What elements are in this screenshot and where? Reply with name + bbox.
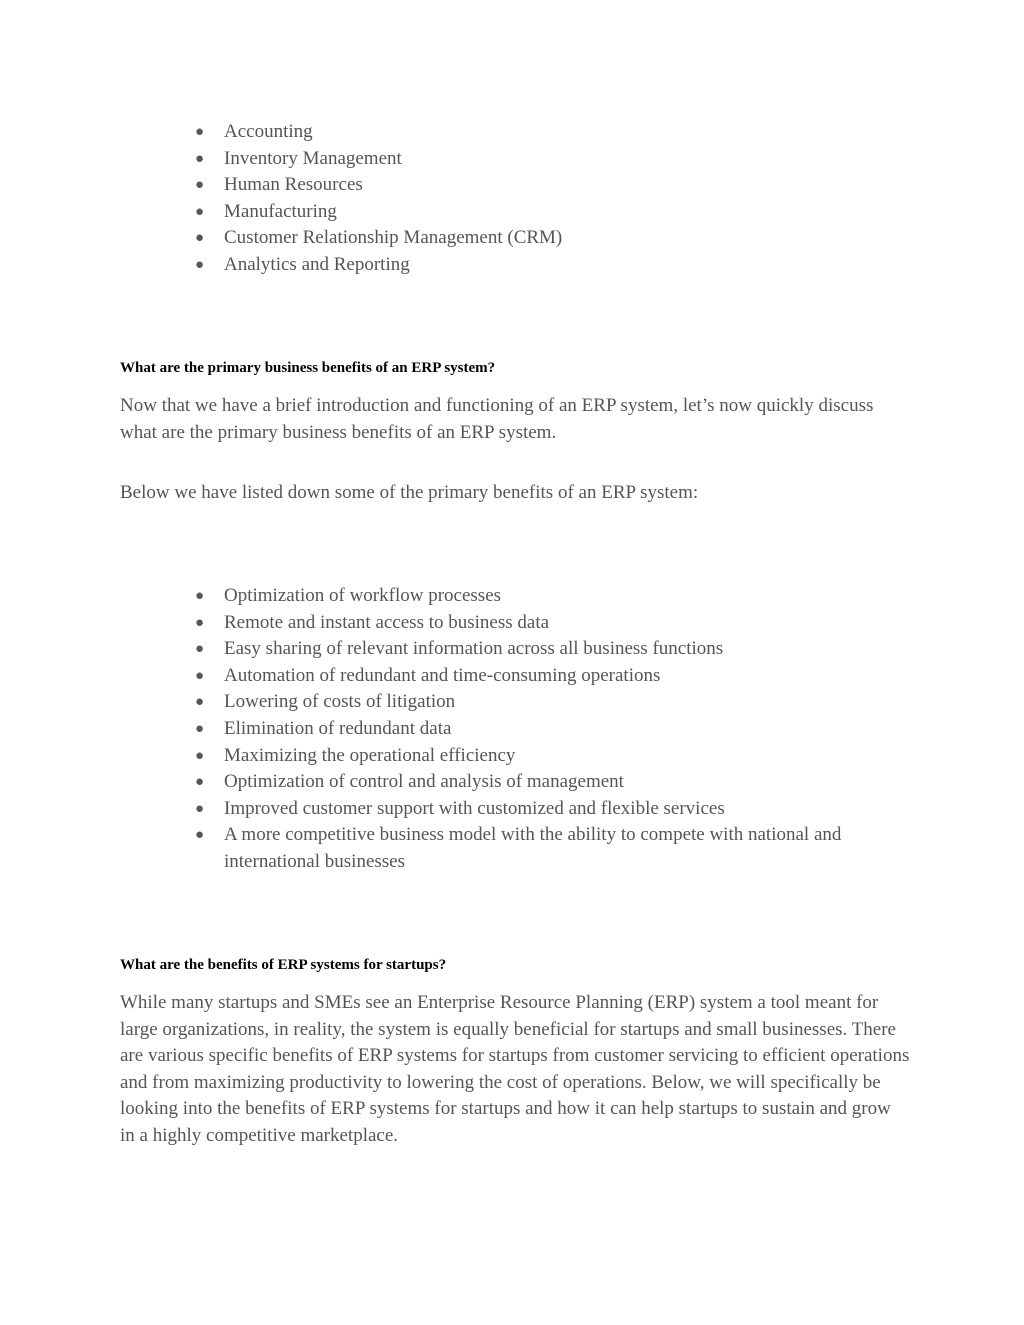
bullet-icon: ● xyxy=(195,203,205,220)
list-item-text: Improved customer support with customized and flexible services xyxy=(224,797,725,819)
bullet-icon: ● xyxy=(195,800,205,817)
bullet-icon: ● xyxy=(195,124,205,140)
list-item-text: Optimization of workflow processes xyxy=(224,585,502,606)
list-item-text: Remote and instant access to business data xyxy=(224,611,550,633)
list-item-text: Automation of redundant and time-consuming operations xyxy=(224,664,661,686)
bullet-icon: ● xyxy=(195,774,205,791)
list-item-text: Inventory Management xyxy=(224,147,402,169)
list-item xyxy=(195,583,915,610)
list-item xyxy=(195,119,915,146)
bullet-icon: ● xyxy=(195,256,205,273)
bullet-icon: ● xyxy=(195,641,205,658)
startups-body-paragraph: While many startups and SMEs see an Enterprise Resource Planning (ERP) system a tool meant for large organizations, in reality, the system is equally beneficial for startups and small businesses. There are various specific benefits of ERP systems for startups from customer servicing to efficient operations and from maximizing productivity to lowering the cost of operations. Below, we will specifically be looking into the benefits of ERP systems for startups and how it can help startups to sustain and grow in a highly competitive marketplace. xyxy=(120,992,910,1146)
section-heading-startups: What are the benefits of ERP systems for startups? xyxy=(120,957,447,973)
list-item xyxy=(195,172,915,199)
list-item-text: Optimization of control and analysis of management xyxy=(224,771,624,793)
list-item xyxy=(195,716,915,743)
list-item-text: Maximizing the operational efficiency xyxy=(224,744,516,766)
section-heading-benefits: What are the primary business benefits of an ERP system? xyxy=(120,360,496,376)
list-item-text: Lowering of costs of litigation xyxy=(224,691,456,713)
list-item-text: Easy sharing of relevant information across all business functions xyxy=(224,638,724,660)
list-item-text: Elimination of redundant data xyxy=(224,717,452,739)
list-item xyxy=(195,689,915,716)
bullet-icon: ● xyxy=(195,747,205,764)
list-item-text: A more competitive business model with the ability to compete with national and international businesses xyxy=(224,824,842,872)
bullet-icon: ● xyxy=(195,230,205,247)
bullet-icon: ● xyxy=(195,177,205,194)
list-item xyxy=(195,252,915,279)
bullet-icon: ● xyxy=(195,827,205,844)
list-item xyxy=(195,610,915,637)
list-item-text: Accounting xyxy=(224,121,313,142)
list-item-text: Customer Relationship Management (CRM) xyxy=(224,227,563,249)
list-item xyxy=(195,146,915,173)
bullet-icon: ● xyxy=(195,614,205,631)
list-item xyxy=(195,796,915,823)
list-item xyxy=(195,663,915,690)
list-item-text: Manufacturing xyxy=(224,200,337,222)
bullet-icon: ● xyxy=(195,720,205,737)
list-item xyxy=(195,636,915,663)
benefits-intro-paragraph: Now that we have a brief introduction and functioning of an ERP system, let’s now quickly discuss what are the primary business benefits of an ERP system. xyxy=(120,395,874,443)
list-item xyxy=(195,199,915,226)
list-item-text: Analytics and Reporting xyxy=(224,253,410,275)
erp-benefits-list xyxy=(195,583,915,876)
bullet-icon: ● xyxy=(195,150,205,167)
list-item xyxy=(195,743,915,770)
bullet-icon: ● xyxy=(195,694,205,711)
list-item xyxy=(195,769,915,796)
erp-modules-list xyxy=(195,119,915,279)
bullet-icon: ● xyxy=(195,588,205,604)
list-item xyxy=(195,822,889,875)
bullet-icon: ● xyxy=(195,667,205,684)
list-item xyxy=(195,225,915,252)
benefits-lead-paragraph: Below we have listed down some of the primary benefits of an ERP system: xyxy=(120,482,699,503)
list-item-text: Human Resources xyxy=(224,174,363,196)
